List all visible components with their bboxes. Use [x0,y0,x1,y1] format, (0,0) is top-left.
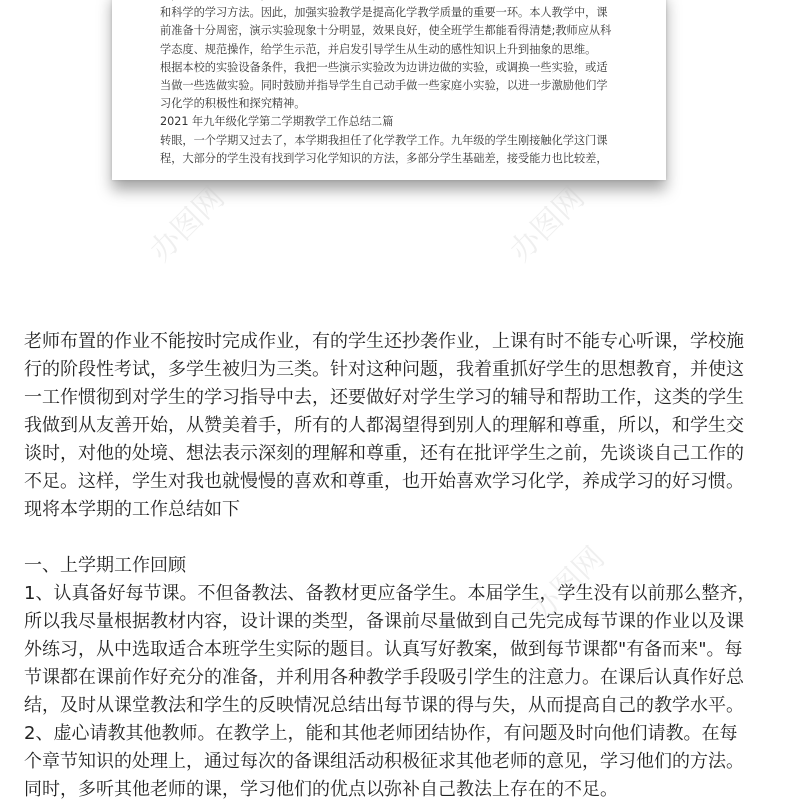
watermark: 办图网 [503,180,592,269]
body-line: 所以我尽量根据教材内容，设计课的类型，备课前尽量做到自己先完成每节课的作业以及课 [24,611,744,632]
preview-line: 转眼，一个学期又过去了，本学期我担任了化学教学工作。九年级的学生刚接触化学这门课 [160,133,608,147]
preview-line: 和科学的学习方法。因此，加强实验教学是提高化学教学质量的重要一环。本人教学中，课 [160,6,608,20]
preview-line: 根据本校的实验设备条件，我把一些演示实验改为边讲边做的实验，或调换一些实验，或适 [160,60,608,74]
preview-line: 当做一些选做实验。同时鼓励并指导学生自己动手做一些家庭小实验，以进一步激励他们学 [160,79,608,93]
body-line: 不足。这样，学生对我也就慢慢的喜欢和尊重，也开始喜欢学习化学，养成学习的好习惯。 [24,471,744,492]
preview-line: 前准备十分周密，演示实验现象十分明显，效果良好，使全班学生都能看得清楚;教师应从科 [160,24,612,38]
preview-line: 程，大部分的学生没有找到学习化学知识的方法，多部分学生基础差，接受能力也比较差， [160,151,608,165]
body-line: 行的阶段性考试，多学生被归为三类。针对这种问题，我着重抓好学生的思想教育，并使这 [24,359,744,380]
document-preview-text [160,0,620,168]
body-line: 2、虚心请教其他教师。在教学上，能和其他老师团结协作，有问题及时向他们请教。在每 [24,723,738,744]
preview-heading: 2021 年九年级化学第二学期教学工作总结二篇 [160,115,394,129]
document-body [24,328,780,800]
body-line: 结，及时从课堂教法和学生的反映情况总结出每节课的得与失，从而提高自己的教学水平。 [24,695,744,716]
body-line: 我做到从友善开始，从赞美着手，所有的人都渴望得到别人的理解和尊重，所以，和学生交 [24,415,744,436]
body-line: 一工作惯彻到对学生的学习指导中去，还要做好对学生学习的辅导和帮助工作，这类的学生 [24,387,744,408]
preview-line: 学态度、规范操作，给学生示范，并启发引导学生从生动的感性知识上升到抽象的思维。 [160,42,597,56]
body-line: 外练习，从中选取适合本班学生实际的题目。认真写好教案，做到每节课都"有备而来"。每 [24,639,743,660]
body-line: 谈时，对他的处境、想法表示深刻的理解和尊重，还有在批评学生之前，先谈谈自己工作的 [24,443,744,464]
watermark: 办图网 [523,540,612,629]
body-line: 同时，多听其他老师的课，学习他们的优点以弥补自己教法上存在的不足。 [24,779,618,800]
body-line: 节课都在课前作好充分的准备，并利用各种教学手段吸引学生的注意力。在课后认真作好总 [24,667,744,688]
watermark: 办图网 [143,180,232,269]
document-page-preview [112,0,666,180]
body-line: 现将本学期的工作总结如下 [24,499,240,520]
body-line: 1、认真备好每节课。不但备教法、备教材更应备学生。本届学生，学生没有以前那么整齐， [24,583,756,604]
body-line: 老师布置的作业不能按时完成作业，有的学生还抄袭作业，上课有时不能专心听课，学校施 [24,331,744,352]
preview-line: 习化学的积极性和探究精神。 [160,97,306,111]
paragraph-spacer [24,524,780,552]
section-heading: 一、上学期工作回顾 [24,555,186,576]
body-line: 个章节知识的处理上，通过每次的备课组活动积极征求其他老师的意见，学习他们的方法。 [24,751,744,772]
